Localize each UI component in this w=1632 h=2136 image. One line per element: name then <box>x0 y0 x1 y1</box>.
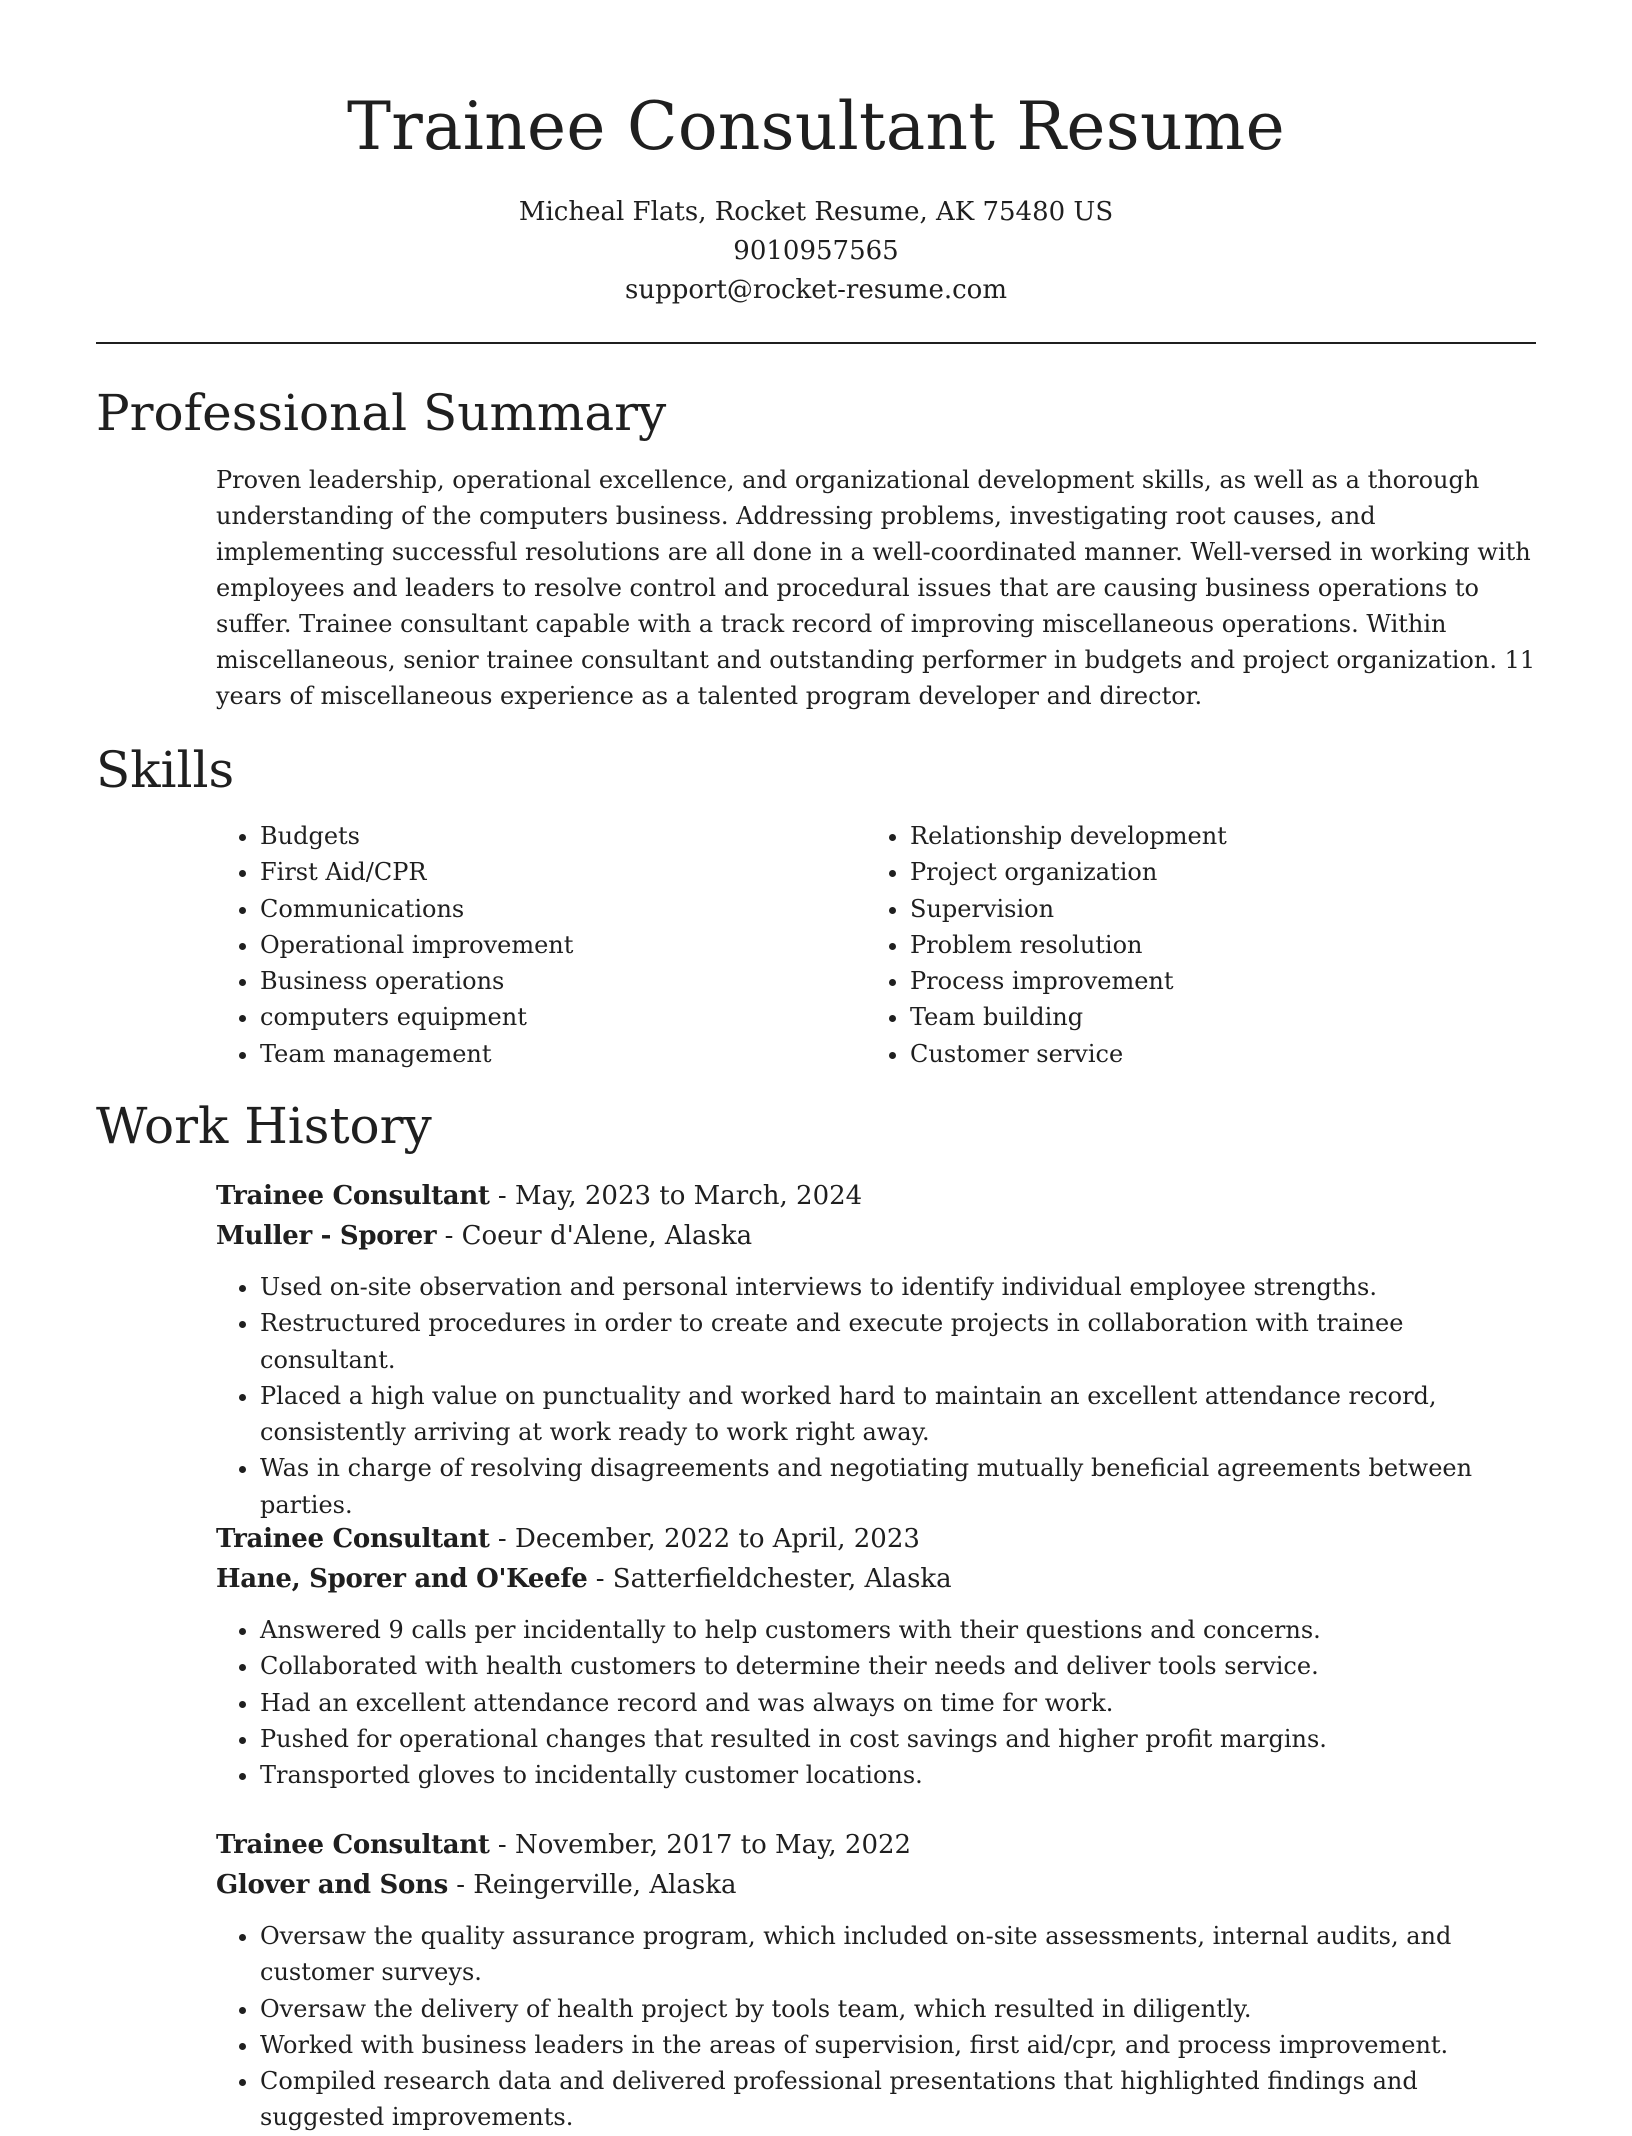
job-duties <box>216 1269 1541 1523</box>
skill-item: • Relationship development <box>910 818 1530 854</box>
skills-heading: Skills <box>96 741 235 799</box>
summary-heading: Professional Summary <box>96 384 667 442</box>
job-title-line <box>216 1176 1541 1216</box>
skill-item: • Customer service <box>910 1036 1530 1072</box>
contact-phone: 9010957565 <box>733 236 899 266</box>
skill-item: • Project organization <box>910 854 1530 890</box>
job-company: Muller - Sporer <box>216 1221 437 1251</box>
job-company-line <box>216 1865 1541 1905</box>
job-title-line <box>216 1825 1541 1865</box>
header-divider <box>96 342 1536 344</box>
job-title: Trainee Consultant <box>216 1830 490 1860</box>
job-duty-item: • Restructured procedures in order to create and execute projects in collaboration with trainee consultant. <box>260 1305 1541 1378</box>
skill-item: • First Aid/CPR <box>260 854 866 890</box>
job-entry <box>216 1519 1541 1793</box>
job-location: - Satterfieldchester, Alaska <box>587 1564 952 1594</box>
skill-item: • Supervision <box>910 891 1530 927</box>
skill-item: • Team building <box>910 999 1530 1035</box>
job-company: Glover and Sons <box>216 1870 448 1900</box>
job-location: - Coeur d'Alene, Alaska <box>436 1221 753 1251</box>
work-history-heading: Work History <box>96 1097 432 1155</box>
contact-address: Micheal Flats, Rocket Resume, AK 75480 US <box>518 197 1114 227</box>
job-entry <box>216 1825 1541 2136</box>
resume-title: Trainee Consultant Resume <box>346 88 1285 165</box>
job-dates: - November, 2017 to May, 2022 <box>489 1830 912 1860</box>
skills-column-left <box>216 818 866 1072</box>
job-duty-item: • Answered 9 calls per incidentally to help customers with their questions and concerns. <box>260 1612 1541 1648</box>
skill-item: • Operational improvement <box>260 927 866 963</box>
job-duty-item: • Was in charge of resolving disagreements and negotiating mutually beneficial agreements between parties. <box>260 1450 1541 1523</box>
job-entry <box>216 1176 1541 1523</box>
job-company: Hane, Sporer and O'Keefe <box>216 1564 588 1594</box>
skills-list <box>216 818 1536 1072</box>
job-duty-item: • Compiled research data and delivered professional presentations that highlighted findings and suggested improvements. <box>260 2063 1541 2136</box>
skill-item: • Process improvement <box>910 963 1530 999</box>
skills-column-right <box>866 818 1530 1072</box>
job-duty-item: • Oversaw the delivery of health project by tools team, which resulted in diligently. <box>260 1991 1541 2027</box>
job-dates: - May, 2023 to March, 2024 <box>489 1181 863 1211</box>
job-duty-item: • Placed a high value on punctuality and worked hard to maintain an excellent attendance record, consistently arriving at work ready to work right away. <box>260 1378 1541 1451</box>
job-duty-item: • Used on-site observation and personal interviews to identify individual employee strengths. <box>260 1269 1541 1305</box>
job-company-line <box>216 1559 1541 1599</box>
job-company-line <box>216 1216 1541 1256</box>
job-duty-item: • Oversaw the quality assurance program, which included on-site assessments, internal audits, and customer surveys. <box>260 1918 1541 1991</box>
job-title-line <box>216 1519 1541 1559</box>
job-duty-item: • Collaborated with health customers to determine their needs and deliver tools service. <box>260 1648 1541 1684</box>
skill-item: • Business operations <box>260 963 866 999</box>
skill-item: • Communications <box>260 891 866 927</box>
job-duty-item: • Worked with business leaders in the areas of supervision, first aid/cpr, and process improvement. <box>260 2027 1541 2063</box>
skill-item: • Budgets <box>260 818 866 854</box>
job-dates: - December, 2022 to April, 2023 <box>489 1524 920 1554</box>
job-duty-item: • Pushed for operational changes that resulted in cost savings and higher profit margins. <box>260 1721 1541 1757</box>
job-duties <box>216 1612 1541 1793</box>
contact-email: support@rocket-resume.com <box>624 275 1007 305</box>
skill-item: • computers equipment <box>260 999 866 1035</box>
skill-item: • Problem resolution <box>910 927 1530 963</box>
summary-text: Proven leadership, operational excellence, and organizational development skills, as well as a thorough understanding of the computers business. Addressing problems, investigating root causes, and implementing successful resolutions are all done in a well-coordinated manner. Well-versed in working with employees and leaders to resolve control and procedural issues that are causing business operations to suffer. Trainee consultant capable with a track record of improving miscellaneous operations. Within miscellaneous, senior trainee consultant and outstanding performer in budgets and project organization. 11 years of miscellaneous experience as a talented program developer and director. <box>216 466 1536 710</box>
job-location: - Reingerville, Alaska <box>447 1870 737 1900</box>
job-title: Trainee Consultant <box>216 1524 490 1554</box>
job-duties <box>216 1918 1541 2136</box>
skill-item: • Team management <box>260 1036 866 1072</box>
contact-block <box>96 193 1536 310</box>
job-duty-item: • Transported gloves to incidentally customer locations. <box>260 1757 1541 1793</box>
job-duty-item: • Had an excellent attendance record and was always on time for work. <box>260 1685 1541 1721</box>
job-title: Trainee Consultant <box>216 1181 490 1211</box>
